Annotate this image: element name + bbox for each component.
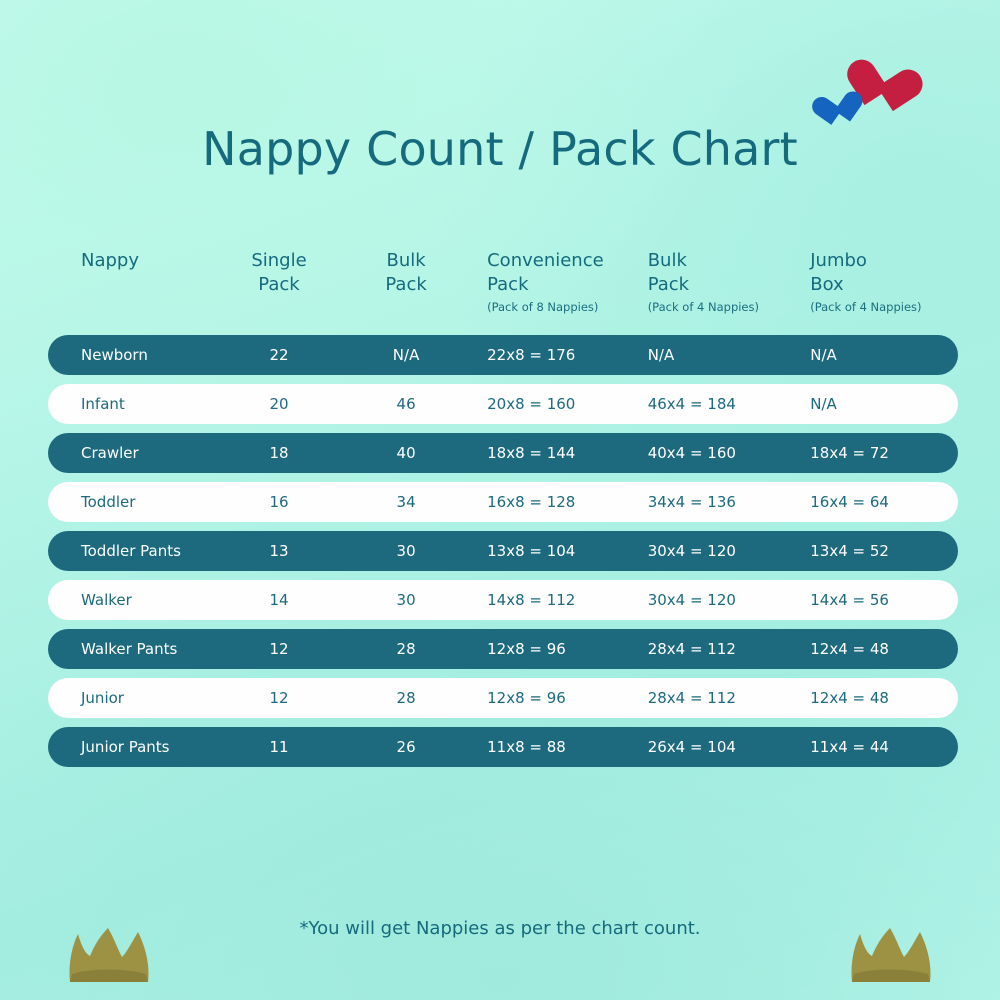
cell-jumbo-box: 18x4 = 72	[810, 444, 889, 462]
cell-nappy-name: Junior Pants	[81, 738, 170, 756]
cell-single-pack: 16	[269, 493, 289, 511]
cell-bulk-pack-small: 34	[396, 493, 416, 511]
cell-jumbo-box: 11x4 = 44	[810, 738, 889, 756]
column-header-convenience-pack	[470, 249, 648, 316]
cell-bulk-pack-small: 40	[396, 444, 416, 462]
cell-nappy-name: Newborn	[81, 346, 148, 364]
column-header-single-pack	[216, 249, 342, 297]
cell-convenience-pack: 20x8 = 160	[487, 395, 576, 413]
cell-bulk-pack: 30x4 = 120	[647, 542, 736, 560]
cell-bulk-pack: 34x4 = 136	[647, 493, 736, 511]
column-header-bulk-pack-small-line2: Pack	[385, 274, 427, 295]
cell-single-pack: 18	[269, 444, 289, 462]
cell-nappy-name: Toddler Pants	[81, 542, 181, 560]
cell-jumbo-box: 12x4 = 48	[810, 689, 889, 707]
cell-jumbo-box: 13x4 = 52	[810, 542, 889, 560]
table-row	[48, 335, 958, 375]
cell-bulk-pack-small: 26	[396, 738, 416, 756]
cell-bulk-pack-small: 30	[396, 542, 416, 560]
cell-bulk-pack-small: 28	[396, 689, 416, 707]
cell-single-pack: 12	[269, 689, 289, 707]
table-row	[48, 531, 958, 571]
cell-bulk-pack-small: 46	[396, 395, 416, 413]
column-header-jumbo-box-sub: (Pack of 4 Nappies)	[810, 300, 922, 314]
cell-convenience-pack: 16x8 = 128	[487, 493, 576, 511]
cell-bulk-pack-small: 30	[396, 591, 416, 609]
column-header-bulk-pack-small	[342, 249, 470, 297]
column-header-single-pack-line2: Pack	[258, 274, 300, 295]
cell-bulk-pack: 26x4 = 104	[647, 738, 736, 756]
table-header-row	[48, 243, 958, 335]
column-header-jumbo-box-line1: Jumbo	[810, 250, 867, 271]
cell-bulk-pack-small: N/A	[392, 346, 420, 364]
table-row	[48, 482, 958, 522]
cell-jumbo-box: N/A	[810, 346, 837, 364]
nappy-count-table	[48, 243, 958, 776]
heart-icon-red	[849, 59, 911, 121]
cell-bulk-pack: 28x4 = 112	[647, 689, 736, 707]
column-header-bulk-pack-sub: (Pack of 4 Nappies)	[647, 300, 759, 314]
column-header-bulk-pack-line1: Bulk	[647, 250, 687, 271]
crown-icon-right	[846, 924, 936, 986]
cell-nappy-name: Toddler	[81, 493, 136, 511]
cell-bulk-pack: 28x4 = 112	[647, 640, 736, 658]
cell-nappy-name: Walker Pants	[81, 640, 178, 658]
column-header-nappy-label: Nappy	[81, 250, 139, 271]
column-header-bulk-pack-small-line1: Bulk	[386, 250, 426, 271]
crown-icon-left	[64, 924, 154, 986]
table-body	[48, 335, 958, 767]
cell-convenience-pack: 11x8 = 88	[487, 738, 566, 756]
cell-convenience-pack: 12x8 = 96	[487, 640, 566, 658]
cell-jumbo-box: 14x4 = 56	[810, 591, 889, 609]
column-header-jumbo-box	[810, 249, 958, 316]
footnote: *You will get Nappies as per the chart count.	[299, 918, 701, 939]
table-row	[48, 433, 958, 473]
cell-jumbo-box: 12x4 = 48	[810, 640, 889, 658]
table-row	[48, 727, 958, 767]
cell-single-pack: 13	[269, 542, 289, 560]
cell-convenience-pack: 12x8 = 96	[487, 689, 566, 707]
cell-bulk-pack: N/A	[647, 346, 675, 364]
column-header-convenience-pack-line1: Convenience	[487, 250, 604, 271]
cell-convenience-pack: 22x8 = 176	[487, 346, 576, 364]
table-row	[48, 384, 958, 424]
column-header-bulk-pack	[648, 249, 811, 316]
cell-single-pack: 20	[269, 395, 289, 413]
cell-bulk-pack: 46x4 = 184	[647, 395, 736, 413]
cell-bulk-pack: 30x4 = 120	[647, 591, 736, 609]
cell-jumbo-box: N/A	[810, 395, 837, 413]
column-header-convenience-pack-line2: Pack	[487, 274, 529, 295]
column-header-single-pack-line1: Single	[251, 250, 307, 271]
column-header-jumbo-box-line2: Box	[810, 274, 844, 295]
cell-convenience-pack: 18x8 = 144	[487, 444, 576, 462]
cell-jumbo-box: 16x4 = 64	[810, 493, 889, 511]
cell-single-pack: 12	[269, 640, 289, 658]
cell-single-pack: 14	[269, 591, 289, 609]
column-header-bulk-pack-line2: Pack	[647, 274, 690, 295]
cell-nappy-name: Junior	[81, 689, 124, 707]
cell-convenience-pack: 14x8 = 112	[487, 591, 576, 609]
cell-bulk-pack: 40x4 = 160	[647, 444, 736, 462]
cell-single-pack: 11	[269, 738, 289, 756]
table-row	[48, 678, 958, 718]
cell-nappy-name: Infant	[81, 395, 125, 413]
page-title: Nappy Count / Pack Chart	[202, 122, 798, 176]
cell-single-pack: 22	[269, 346, 289, 364]
cell-convenience-pack: 13x8 = 104	[487, 542, 576, 560]
cell-bulk-pack-small: 28	[396, 640, 416, 658]
column-header-convenience-pack-sub: (Pack of 8 Nappies)	[487, 300, 599, 314]
table-row	[48, 629, 958, 669]
column-header-nappy	[48, 249, 216, 273]
cell-nappy-name: Crawler	[81, 444, 139, 462]
cell-nappy-name: Walker	[81, 591, 132, 609]
table-row	[48, 580, 958, 620]
